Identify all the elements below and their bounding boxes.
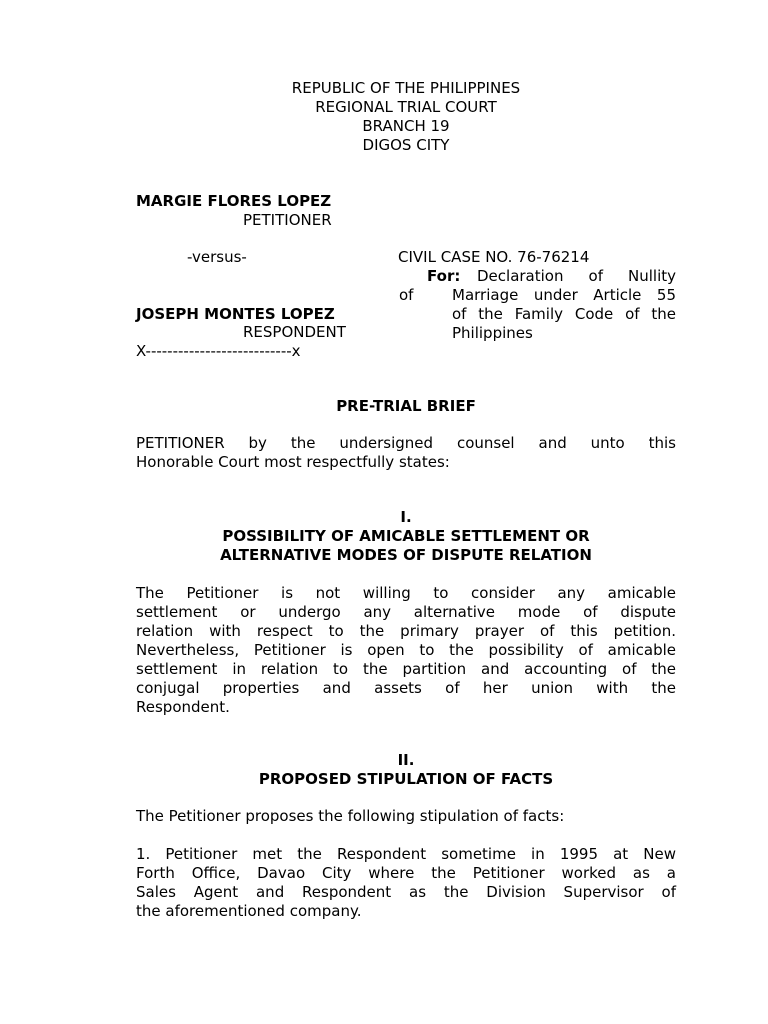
case-nature-block xyxy=(452,286,676,343)
section-1-line: conjugal properties and assets of her union with the xyxy=(136,679,676,697)
petitioner-name: MARGIE FLORES LOPEZ xyxy=(136,192,332,210)
fact-item-line: Forth Office, Davao City where the Petitioner worked as a xyxy=(136,864,676,882)
intro-line: PETITIONER by the undersigned counsel and unto this xyxy=(136,434,676,452)
caption-separator: X---------------------------x xyxy=(136,342,301,360)
fact-item-line: the aforementioned company. xyxy=(136,902,362,920)
case-nature-line3: of the Family Code of the xyxy=(452,305,676,323)
document-title-text: PRE-TRIAL BRIEF xyxy=(336,397,476,415)
respondent-name: JOSEPH MONTES LOPEZ xyxy=(136,305,335,323)
versus-label: -versus- xyxy=(187,248,247,266)
case-nature-line1-wrap xyxy=(477,267,676,286)
section-2-title: PROPOSED STIPULATION OF FACTS xyxy=(258,770,554,788)
section-1-numeral: I. xyxy=(400,508,412,526)
section-1-line: settlement or undergo any alternative mode of dispute xyxy=(136,603,676,621)
section-1-line: Nevertheless, Petitioner is open to the possibility of amicable xyxy=(136,641,676,659)
document-title xyxy=(136,397,676,416)
intro-paragraph xyxy=(136,434,676,472)
section-2-numeral: II. xyxy=(397,751,415,769)
respondent-role: RESPONDENT xyxy=(243,323,346,341)
fact-item-line: Sales Agent and Respondent as the Division Supervisor of xyxy=(136,883,676,901)
case-nature-line4: Philippines xyxy=(452,324,533,342)
intro-line: Honorable Court most respectfully states: xyxy=(136,453,450,471)
caption-republic: REPUBLIC OF THE PHILIPPINES xyxy=(291,79,521,97)
petitioner-role: PETITIONER xyxy=(243,211,332,229)
section-1-paragraph xyxy=(136,584,676,717)
caption-branch: BRANCH 19 xyxy=(362,117,450,135)
for-label: For: xyxy=(427,267,461,285)
section-1-line: settlement in relation to the partition and accounting of the xyxy=(136,660,676,678)
caption-city: DIGOS CITY xyxy=(362,136,450,154)
fact-item-1 xyxy=(136,845,676,921)
section-1-line: Respondent. xyxy=(136,698,230,716)
caption-court: REGIONAL TRIAL COURT xyxy=(315,98,497,116)
case-number: CIVIL CASE NO. 76-76214 xyxy=(398,248,590,266)
case-nature-line1: Declaration of Nullity xyxy=(477,267,676,285)
section-1-title-line2: ALTERNATIVE MODES OF DISPUTE RELATION xyxy=(220,546,592,564)
section-1-title-line1: POSSIBILITY OF AMICABLE SETTLEMENT OR xyxy=(222,527,590,545)
court-caption xyxy=(136,79,676,155)
fact-item-line: 1. Petitioner met the Respondent sometime in 1995 at New xyxy=(136,845,676,863)
section-1-line: The Petitioner is not willing to consider any amicable xyxy=(136,584,676,602)
section-1-heading xyxy=(136,508,676,565)
section-2-intro: The Petitioner proposes the following stipulation of facts: xyxy=(136,807,565,825)
of-word: of xyxy=(399,286,414,304)
case-nature-line2: Marriage under Article 55 xyxy=(452,286,676,304)
section-2-heading xyxy=(136,751,676,789)
section-1-line: relation with respect to the primary prayer of this petition. xyxy=(136,622,676,640)
